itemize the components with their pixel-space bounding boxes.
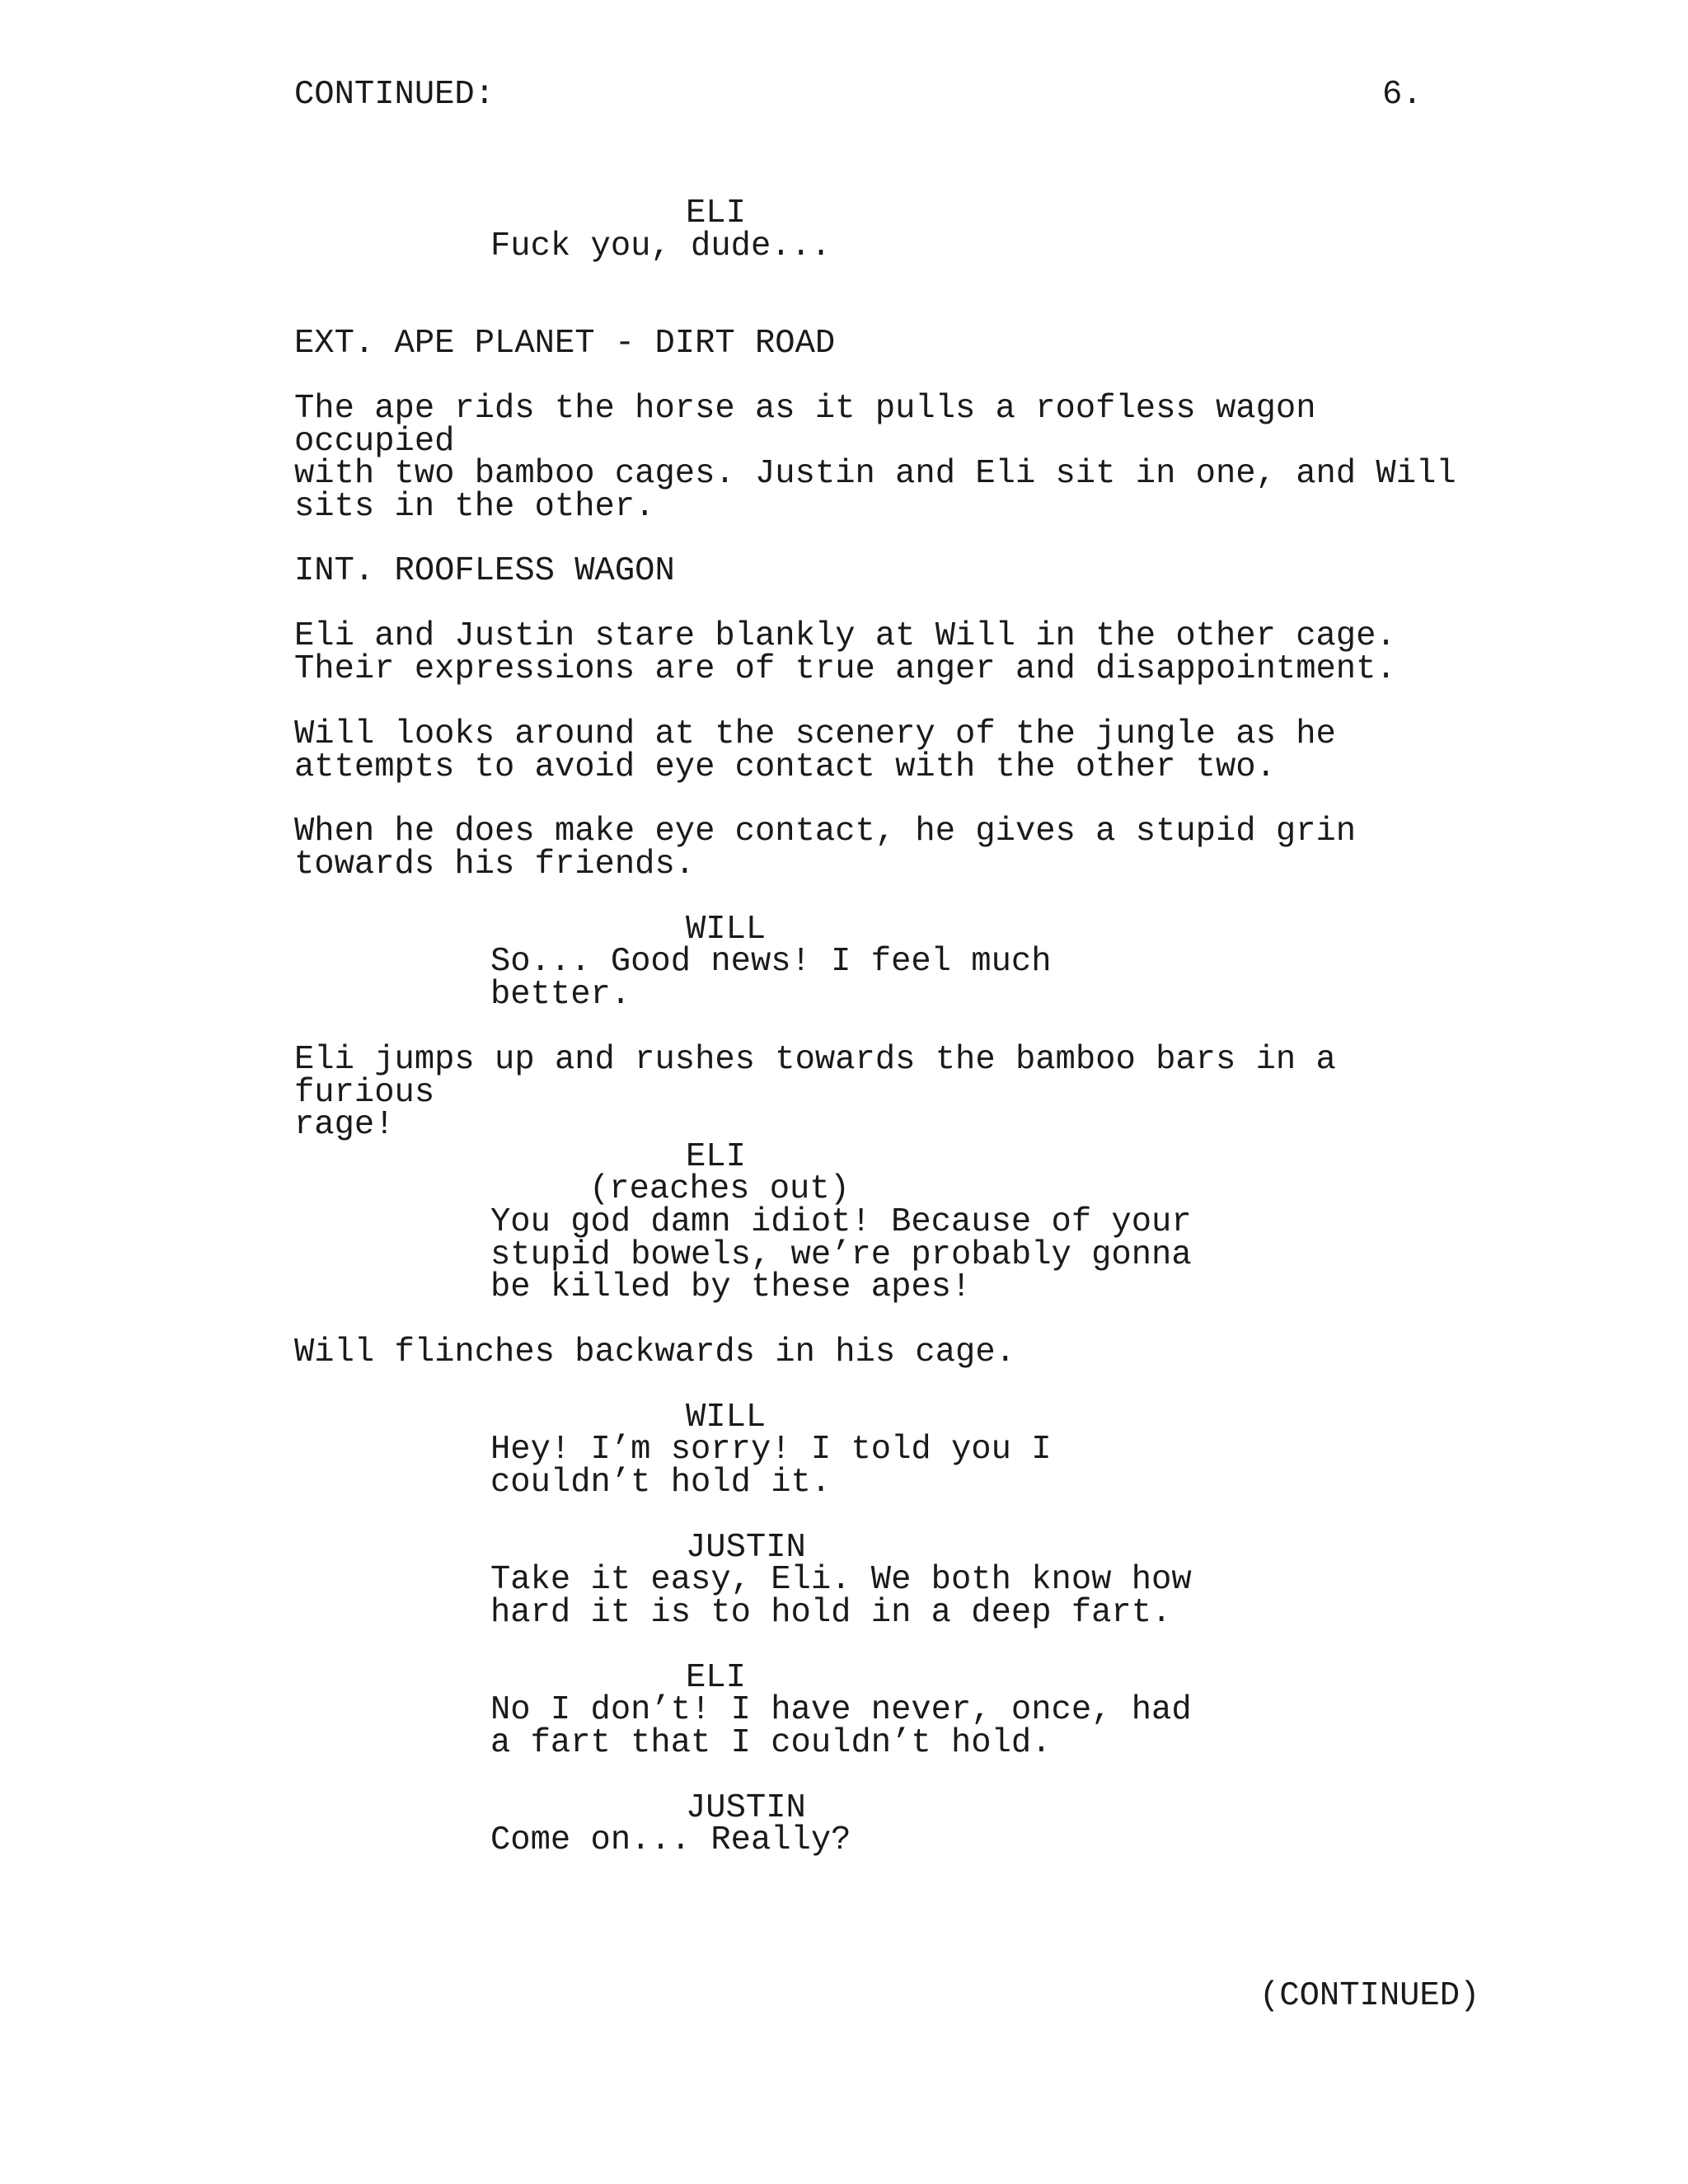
character-name: WILL [686,911,767,949]
character-name: ELI [686,1138,746,1176]
scene-heading: EXT. APE PLANET - DIRT ROAD [294,325,836,363]
dialogue: Take it easy, Eli. We both know how hard it is to hold in a deep fart. [490,1561,1192,1632]
continued-header: CONTINUED: [294,76,495,114]
action-text: Eli jumps up and rushes towards the bamboo bars in a furious rage! [294,1041,1336,1144]
action-text: Will flinches backwards in his cage. [294,1333,1015,1371]
character-name: ELI [686,194,746,232]
dialogue: No I don’t! I have never, once, had a fart that I couldn’t hold. [490,1691,1192,1762]
dialogue: So... Good news! I feel much better. [490,943,1052,1014]
action-text: The ape rids the horse as it pulls a roofless wagon occupied with two bamboo cages. Justin and Eli sit in one, and Will sits in the other. [294,390,1456,526]
character-name: WILL [686,1399,767,1436]
continued-footer: (CONTINUED) [1259,1977,1480,2015]
dialogue: You god damn idiot! Because of your stupid bowels, we’re probably gonna be killed by these apes! [490,1203,1192,1306]
dialogue: Fuck you, dude... [490,227,832,265]
character-name: JUSTIN [686,1529,806,1567]
action-text: Eli and Justin stare blankly at Will in the other cage. Their expressions are of true anger and disappointment. [294,617,1396,688]
character-name: JUSTIN [686,1789,806,1827]
scene-heading: INT. ROOFLESS WAGON [294,552,675,590]
dialogue: Come on... Really? [490,1821,851,1859]
dialogue: Hey! I’m sorry! I told you I couldn’t hold it. [490,1431,1052,1502]
page-number: 6. [1382,76,1423,114]
action-text: When he does make eye contact, he gives a stupid grin towards his friends. [294,813,1357,883]
character-name: ELI [686,1659,746,1697]
action-text: Will looks around at the scenery of the jungle as he attempts to avoid eye contact with the other two. [294,715,1336,786]
parenthetical: (reaches out) [589,1170,850,1208]
